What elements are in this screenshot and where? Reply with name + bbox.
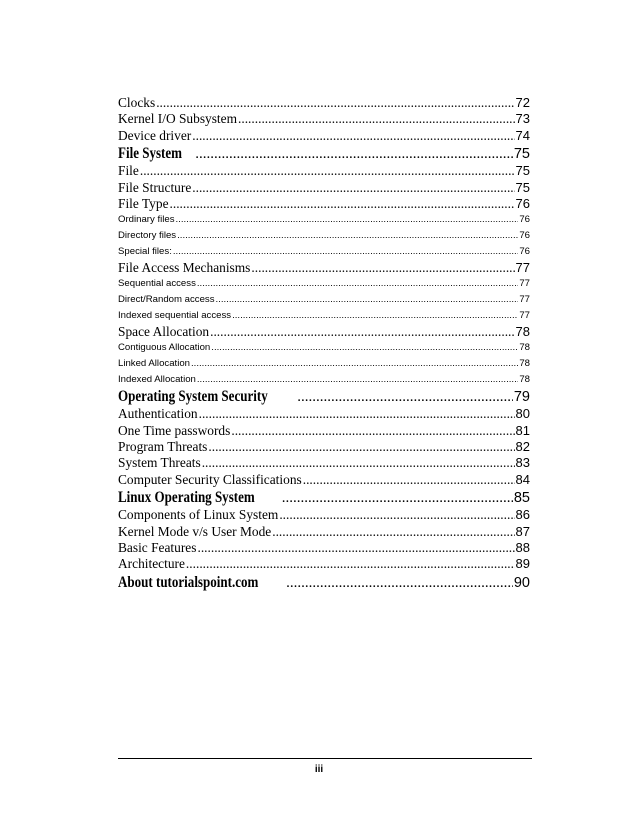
toc-section-entry[interactable] [118,455,530,471]
toc-entry-page-number: 75 [513,146,530,163]
toc-section-entry[interactable] [118,111,530,127]
toc-entry-page-number: 77 [519,309,530,321]
toc-section-entry[interactable] [118,324,530,340]
toc-subsection-entry[interactable] [118,308,530,324]
dot-leader [197,540,514,556]
dot-leader [303,472,515,488]
dot-leader [232,308,518,324]
toc-entry-title: One Time passwords [118,422,231,438]
toc-entry-title: Architecture [118,556,185,572]
dot-leader [140,163,515,179]
toc-entry-title: File Access Mechanisms [118,259,251,275]
toc-entry-page-number: 82 [515,439,530,455]
toc-entry-title: Basic Features [118,540,197,556]
dot-leader [216,292,519,308]
toc-entry-title: Linked Allocation [118,357,191,369]
dot-leader [191,356,518,372]
toc-entry-page-number: 78 [515,323,530,339]
toc-chapter-entry[interactable] [118,387,530,406]
page-number: iii [314,764,324,775]
dot-leader [192,180,514,196]
toc-section-entry[interactable] [118,163,530,179]
toc-entry-title: Clocks [118,95,156,110]
toc-chapter-entry[interactable] [118,488,530,507]
toc-subsection-entry[interactable] [118,212,530,228]
toc-entry-page-number: 88 [515,540,530,556]
toc-entry-title: Sequential access [118,278,196,290]
toc-entry-title: Authentication [118,406,198,422]
toc-subsection-entry[interactable] [118,356,530,372]
dot-leader [238,111,515,127]
toc-entry-page-number: 78 [519,357,530,369]
toc-entry-title: File System [118,145,183,163]
dot-leader [231,423,514,439]
dot-leader [176,212,519,228]
dot-leader [156,95,514,111]
toc-entry-page-number: 84 [515,471,530,487]
dot-leader [202,455,515,471]
toc-section-entry[interactable] [118,196,530,212]
dot-leader [282,489,513,507]
dot-leader [297,388,513,406]
toc-entry-title: Space Allocation [118,323,210,339]
toc-entry-page-number: 86 [515,507,530,523]
toc-section-entry[interactable] [118,472,530,488]
dot-leader [197,276,518,292]
dot-leader [286,574,513,592]
dot-leader [186,556,515,572]
toc-section-entry[interactable] [118,260,530,276]
toc-entry-page-number: 85 [513,490,530,507]
toc-entry-page-number: 79 [513,389,530,406]
table-of-contents [118,95,530,592]
toc-entry-page-number: 87 [515,523,530,539]
footer-divider [118,758,532,759]
toc-section-entry[interactable] [118,540,530,556]
toc-entry-page-number: 77 [519,278,530,290]
toc-entry-title: Program Threats [118,439,208,455]
toc-section-entry[interactable] [118,524,530,540]
dot-leader [173,244,518,260]
toc-subsection-entry[interactable] [118,228,530,244]
toc-entry-page-number: 76 [519,214,530,226]
toc-entry-title: Special files: [118,245,172,257]
dot-leader [279,507,514,523]
dot-leader [197,372,518,388]
toc-entry-title: Indexed Allocation [118,373,196,385]
toc-entry-title: Contiguous Allocation [118,341,211,353]
toc-entry-page-number: 80 [515,406,530,422]
dot-leader [195,145,513,163]
toc-entry-page-number: 76 [519,245,530,257]
dot-leader [211,340,518,356]
toc-entry-page-number: 72 [515,95,530,110]
toc-section-entry[interactable] [118,423,530,439]
toc-subsection-entry[interactable] [118,372,530,388]
toc-entry-title: Direct/Random access [118,293,215,305]
toc-entry-title: Components of Linux System [118,507,279,523]
toc-entry-page-number: 77 [515,259,530,275]
toc-entry-page-number: 73 [515,111,530,127]
toc-entry-page-number: 74 [515,127,530,143]
toc-entry-title: Linux Operating System [118,489,255,507]
toc-entry-page-number: 76 [515,195,530,211]
toc-chapter-entry[interactable] [118,144,530,163]
dot-leader [208,439,514,455]
toc-entry-page-number: 77 [519,293,530,305]
toc-entry-title: Indexed sequential access [118,309,232,321]
toc-entry-title: Ordinary files [118,214,175,226]
toc-entry-page-number: 75 [515,179,530,195]
toc-section-entry[interactable] [118,507,530,523]
dot-leader [192,128,514,144]
toc-section-entry[interactable] [118,406,530,422]
toc-entry-page-number: 76 [519,230,530,242]
dot-leader [272,524,514,540]
toc-subsection-entry[interactable] [118,340,530,356]
dot-leader [177,228,518,244]
toc-entry-page-number: 90 [513,574,530,591]
toc-entry-title: Kernel I/O Subsystem [118,111,238,127]
toc-entry-title: Directory files [118,230,177,242]
toc-subsection-entry[interactable] [118,292,530,308]
toc-entry-title: Device driver [118,127,192,143]
dot-leader [210,324,514,340]
toc-entry-title: System Threats [118,455,201,471]
toc-entry-page-number: 83 [515,455,530,471]
toc-section-entry[interactable] [118,128,530,144]
toc-entry-title: File [118,163,139,179]
toc-chapter-entry[interactable] [118,573,530,592]
toc-entry-title: Operating System Security [118,388,268,406]
toc-entry-title: File Structure [118,179,192,195]
toc-subsection-entry[interactable] [118,244,530,260]
toc-entry-page-number: 81 [515,422,530,438]
toc-entry-page-number: 75 [515,163,530,179]
toc-entry-page-number: 78 [519,341,530,353]
toc-section-entry[interactable] [118,95,530,111]
dot-leader [251,260,514,276]
toc-entry-page-number: 78 [519,373,530,385]
toc-section-entry[interactable] [118,180,530,196]
toc-entry-title: File Type [118,195,169,211]
dot-leader [199,406,515,422]
toc-section-entry[interactable] [118,439,530,455]
toc-entry-title: Kernel Mode v/s User Mode [118,523,272,539]
toc-entry-title: About tutorialspoint.com [118,573,259,591]
toc-entry-title: Computer Security Classifications [118,471,302,487]
dot-leader [170,196,515,212]
toc-entry-page-number: 89 [515,556,530,572]
toc-subsection-entry[interactable] [118,276,530,292]
toc-section-entry[interactable] [118,556,530,572]
